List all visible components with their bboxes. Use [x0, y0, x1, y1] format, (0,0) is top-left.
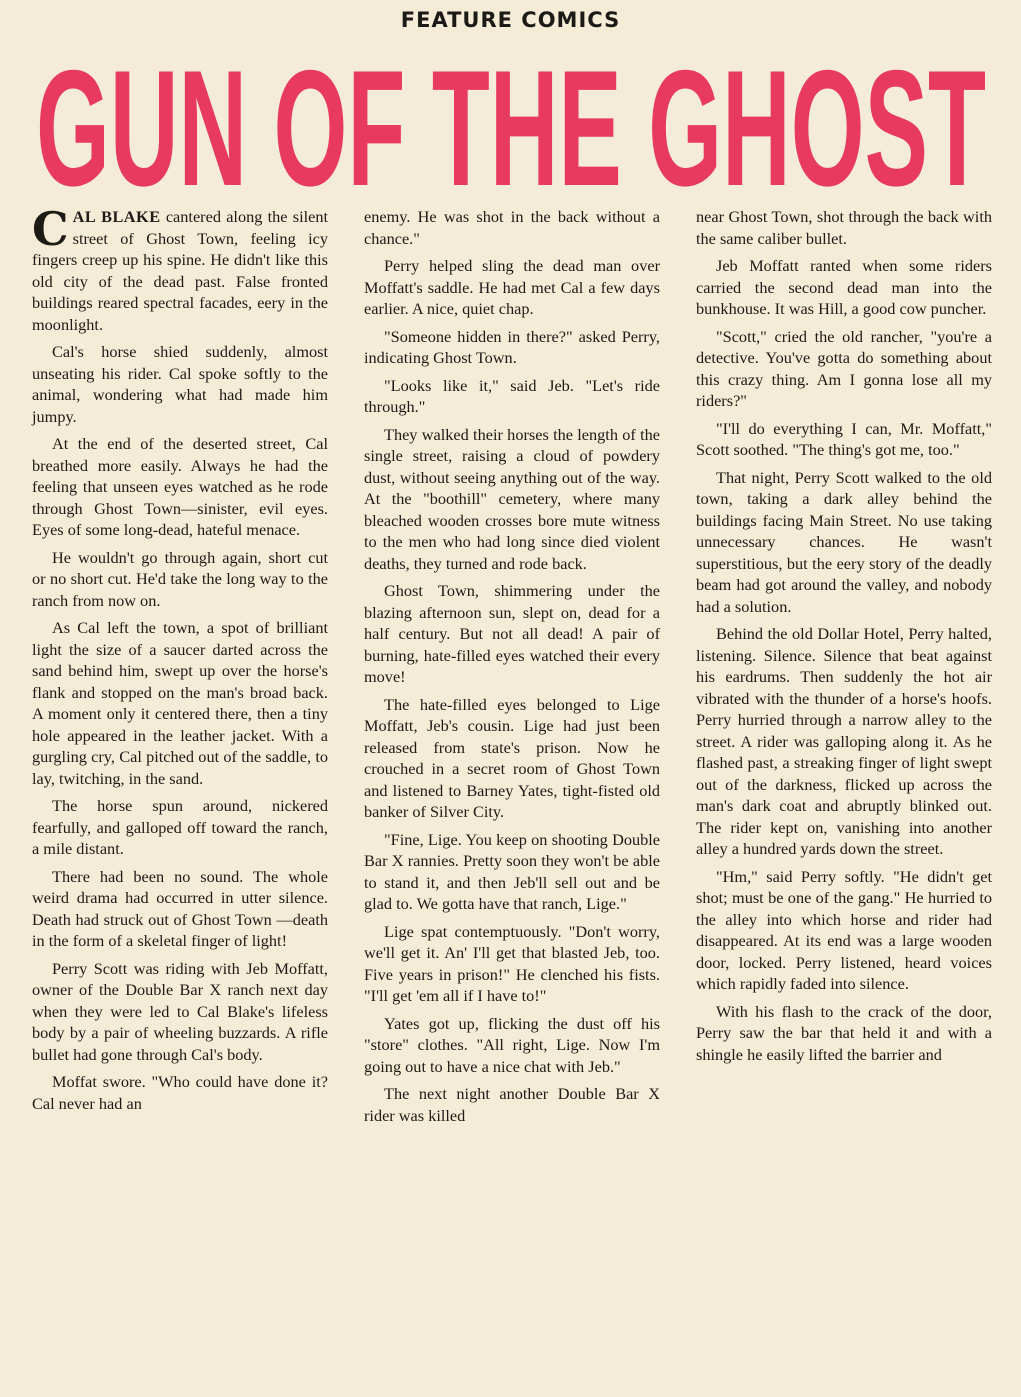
- paragraph: CAL BLAKE cantered along the silent street of Ghost Town, feeling icy fingers creep up his spine. He didn't like this old city of the dead past. False fronted buildings reared spectral facades, eery in the moonlight.: [32, 202, 329, 334]
- story-title: [30, 40, 992, 200]
- paragraph: Perry helped sling the dead man over Moffatt's saddle. He had met Cal a few days earlier. A nice, quiet chap.: [364, 256, 660, 318]
- paragraph: "Scott," cried the old rancher, "you're a detective. You've gotta do something about this crazy thing. Am I gonna lose all my riders?": [696, 326, 992, 410]
- paragraph: That night, Perry Scott walked to the old town, taking a dark alley behind the buildings facing Main Street. No use taking unnecessary chances. He wasn't superstitious, but the eery story of the deadly beam had got around the valley, and nobody had a solution.: [696, 467, 992, 616]
- paragraph: Yates got up, flicking the dust off his "store" clothes. "All right, Lige. Now I'm going out to have a nice chat with Jeb.": [364, 1013, 660, 1076]
- paragraph: The horse spun around, nickered fearfully, and galloped off toward the ranch, a mile distant.: [32, 796, 328, 858]
- paragraph: There had been no sound. The whole weird drama had occurred in utter silence. Death had struck out of Ghost Town —death in the form of a skeletal finger of light!: [32, 866, 328, 950]
- paragraph: At the end of the deserted street, Cal breathed more easily. Always he had the feeling that unseen eyes watched as he rode through Ghost Town—sinister, evil eyes. Eyes of some long-dead, hateful menace.: [32, 434, 328, 539]
- paragraph: "Fine, Lige. You keep on shooting Double Bar X rannies. Pretty soon they won't be able to stand it, and then Jeb'll sell out and be glad to. We gotta have that ranch, Lige.": [364, 829, 660, 913]
- paragraph: "Hm," said Perry softly. "He didn't get shot; must be one of the gang." He hurried to the alley into which horse and rider had disappeared. At its end was a large wooden door, locked. Perry listened, heard voices which rapidly faded into silence.: [696, 866, 992, 993]
- paragraph: The next night another Double Bar X rider was killed: [364, 1084, 660, 1125]
- paragraph: They walked their horses the length of the single street, raising a cloud of powdery dust, without seeing anything out of the way. At the "boothill" cemetery, where many bleached wooden crosses bore mute witness to the men who had long since died violent deaths, they turned and rode back.: [364, 424, 660, 573]
- paragraph: "Looks like it," said Jeb. "Let's ride through.": [364, 375, 660, 416]
- paragraph: The hate-filled eyes belonged to Lige Moffatt, Jeb's cousin. Lige had just been released from state's prison. Now he crouched in a secret room of Ghost Town and listened to Barney Yates, tight-fisted old banker of Silver City.: [364, 694, 660, 821]
- paragraph: Cal's horse shied suddenly, almost unseating his rider. Cal spoke softly to the animal, wondering what had made him jumpy.: [32, 342, 328, 426]
- paragraph: Jeb Moffatt ranted when some riders carried the second dead man into the bunkhouse. It was Hill, a good cow puncher.: [696, 256, 992, 318]
- text-column-2: [364, 206, 660, 1132]
- paragraph: near Ghost Town, shot through the back with the same caliber bullet.: [696, 207, 992, 248]
- drop-cap: C: [32, 202, 69, 256]
- paragraph: Lige spat contemptuously. "Don't worry, we'll get it. An' I'll get that blasted Jeb, too. Five years in prison!" He clenched his fists. "I'll get 'em all if I have to!": [364, 921, 660, 1005]
- running-head: FEATURE COMICS: [400, 8, 621, 32]
- paragraph: He wouldn't go through again, short cut or no short cut. He'd take the long way to the ranch from now on.: [32, 547, 328, 610]
- story-title-art: [30, 40, 992, 200]
- paragraph: With his flash to the crack of the door, Perry saw the bar that held it and with a shingle he easily lifted the barrier and: [696, 1001, 992, 1064]
- text-column-1: [32, 202, 329, 1120]
- paragraph: "Someone hidden in there?" asked Perry, indicating Ghost Town.: [364, 326, 660, 367]
- paragraph: As Cal left the town, a spot of brilliant light the size of a saucer darted across the sand behind him, swept up over the horse's flank and stopped on the man's broad back. A moment only it centered there, then a tiny hole appeared in the leather jacket. With a gurgling cry, Cal pitched out of the saddle, to lay, twitching, in the sand.: [32, 618, 328, 788]
- paragraph: "I'll do everything I can, Mr. Moffatt," Scott soothed. "The thing's got me, too.": [696, 418, 992, 459]
- paragraph: Behind the old Dollar Hotel, Perry halted, listening. Silence. Silence that beat against his eardrums. Then suddenly the hot air vibrated with the thunder of a horse's hoofs. Perry hurried through a narrow alley to the street. A rider was galloping along it. As he flashed past, a streaking finger of light swept out of the darkness, flicked up across the man's dark coat and abruptly blinked out. The rider kept on, vanishing into another alley a hundred yards down the street.: [696, 624, 992, 858]
- lead-in: AL BLAKE: [72, 207, 161, 226]
- story-title-text: GUN OF THE GHOST: [36, 40, 986, 200]
- text-column-3: [696, 206, 992, 1071]
- paragraph: Moffat swore. "Who could have done it? Cal never had an: [32, 1072, 328, 1113]
- paragraph: enemy. He was shot in the back without a chance.": [364, 207, 660, 248]
- paragraph: Perry Scott was riding with Jeb Moffatt, owner of the Double Bar X ranch next day when they were led to Cal Blake's lifeless body by a pair of wheeling buzzards. A rifle bullet had gone through Cal's body.: [32, 958, 328, 1064]
- paragraph: Ghost Town, shimmering under the blazing afternoon sun, slept on, dead for a half century. But not all dead! A pair of burning, hate-filled eyes watched their every move!: [364, 581, 660, 686]
